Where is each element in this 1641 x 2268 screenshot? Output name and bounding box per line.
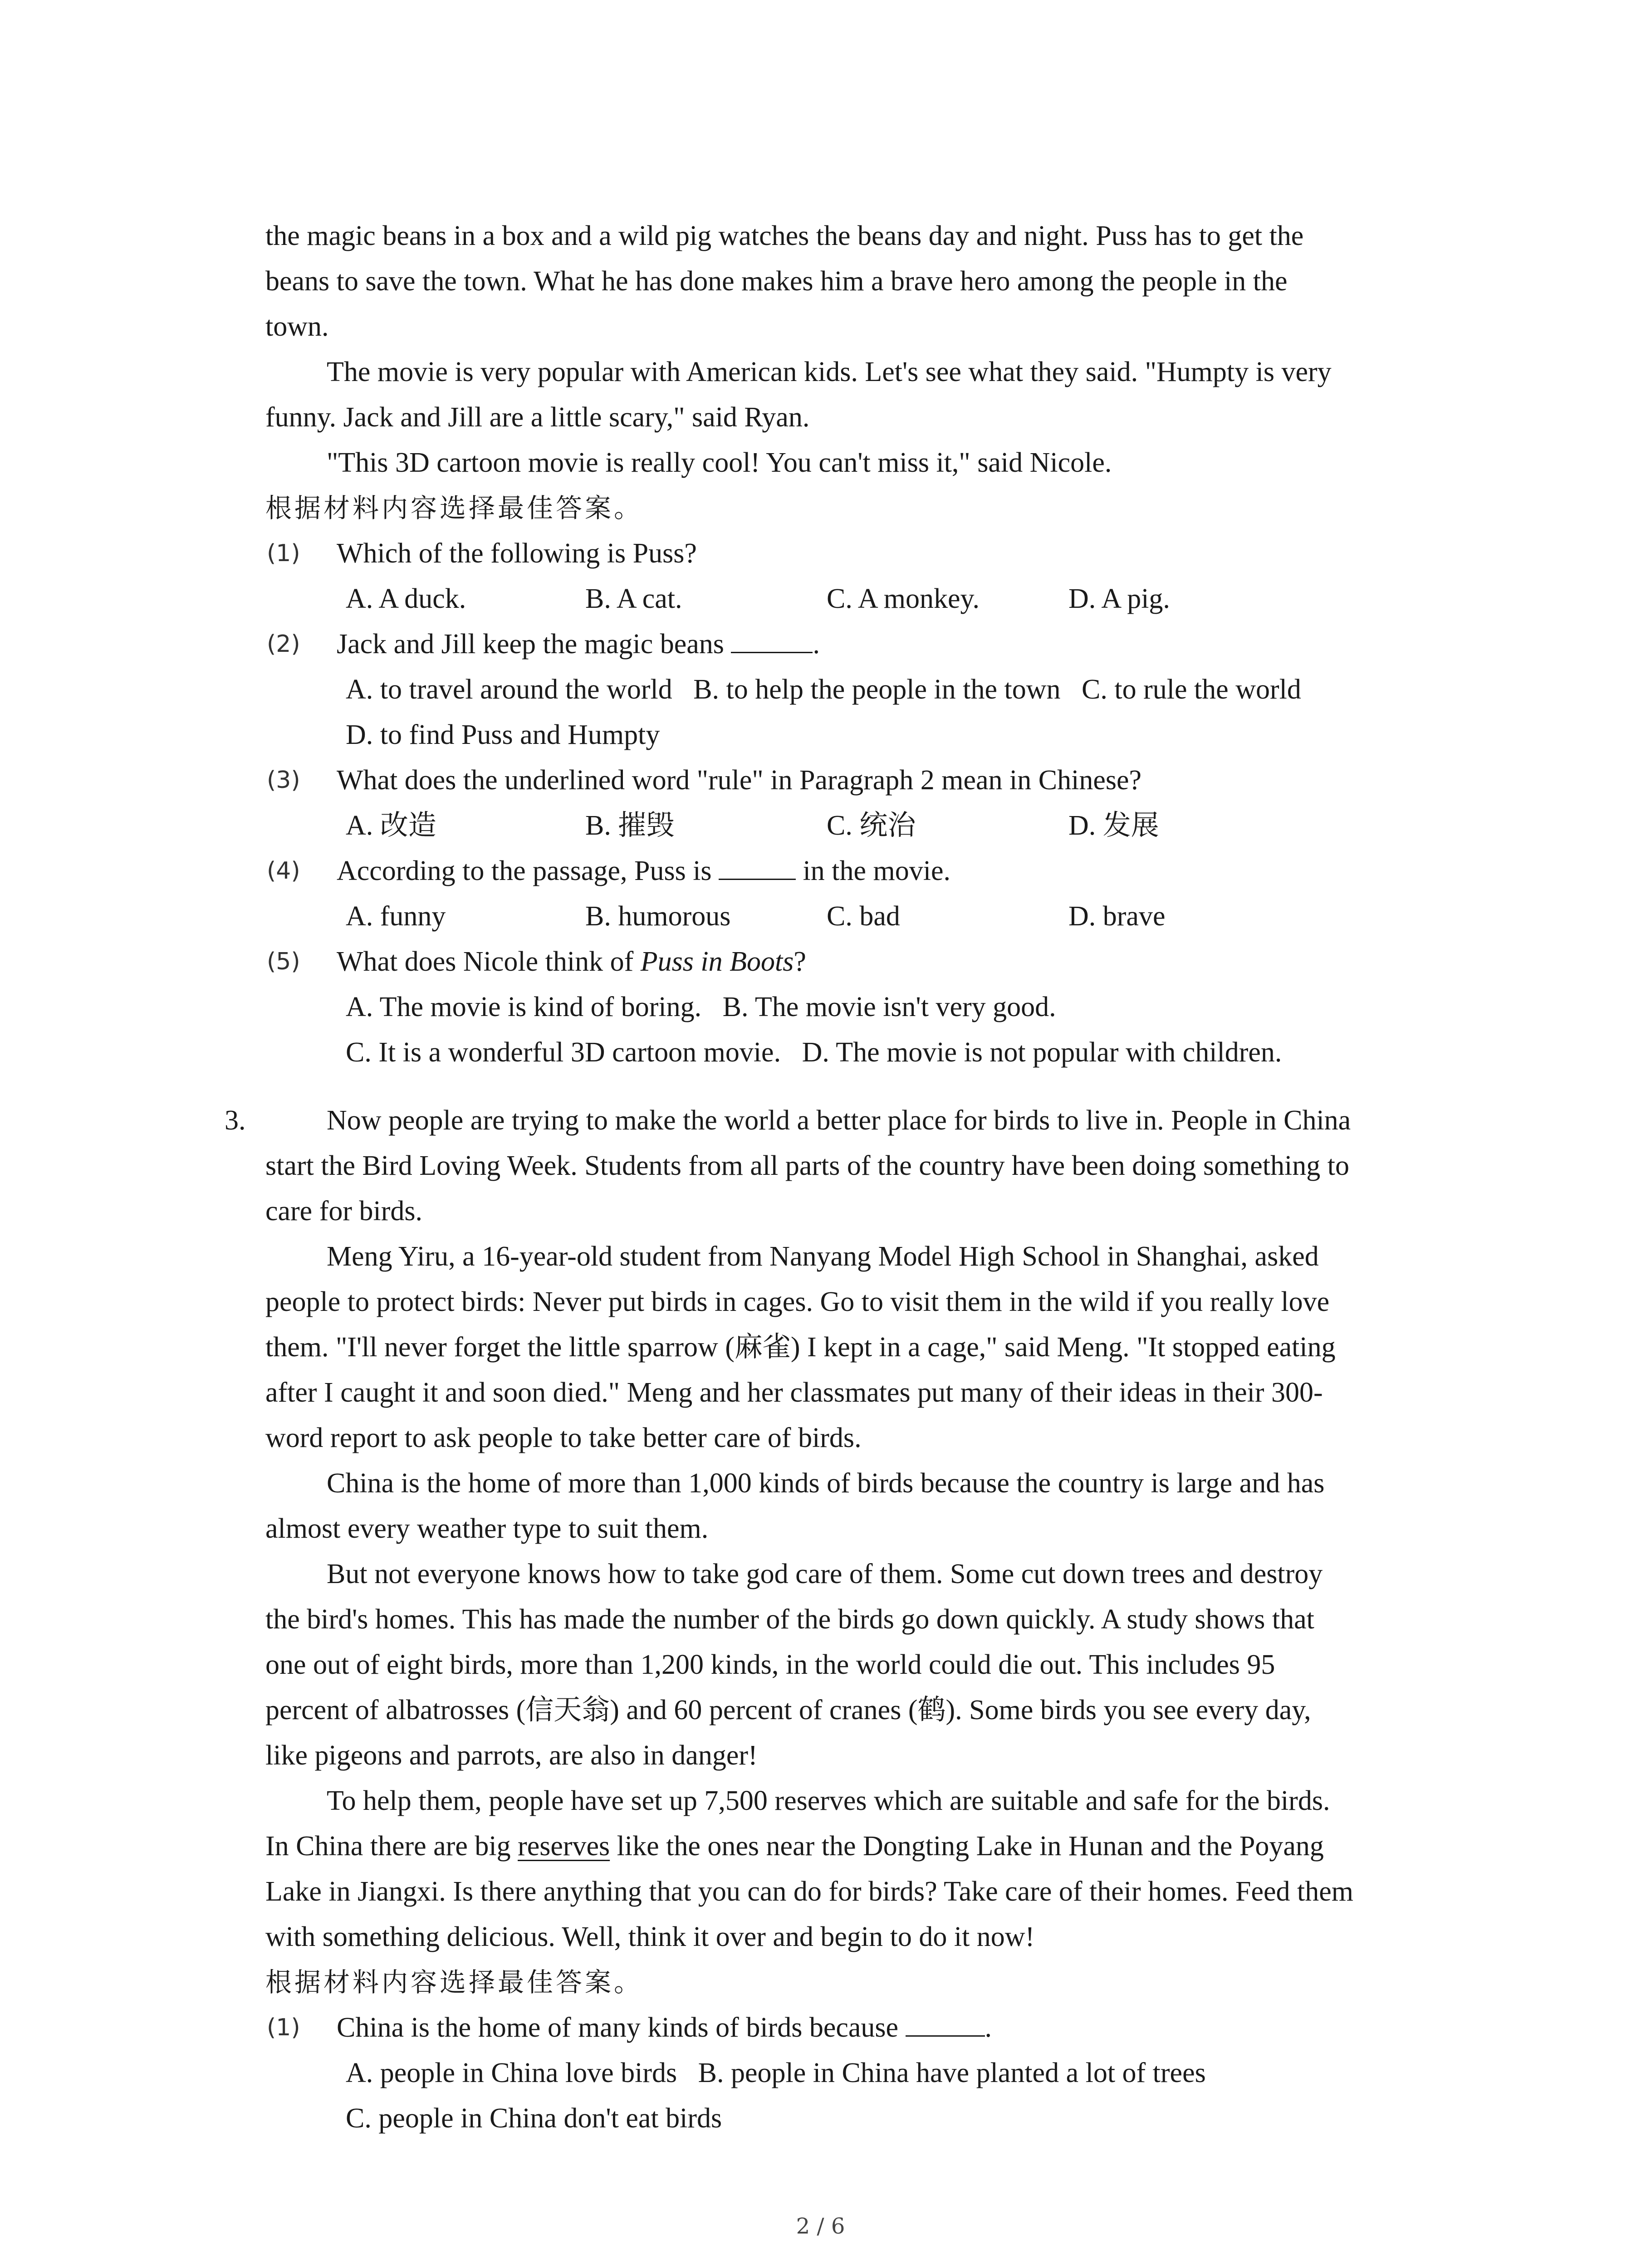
question-number: (4) bbox=[267, 857, 300, 885]
passage-line: In China there are big reserves like the ones near the Dongting Lake in Hunan and the Poyang bbox=[265, 1831, 1324, 1862]
question-number: (1) bbox=[267, 2014, 300, 2041]
options-line: D. to find Puss and Humpty bbox=[346, 719, 660, 750]
answer-blank bbox=[906, 2007, 985, 2037]
instruction: 根据材料内容选择最佳答案。 bbox=[265, 493, 643, 523]
passage-line: China is the home of more than 1,000 kinds of birds because the country is large and has bbox=[327, 1468, 1325, 1499]
passage-line: beans to save the town. What he has done makes him a brave hero among the people in the bbox=[265, 266, 1288, 297]
passage-line: like pigeons and parrots, are also in danger! bbox=[265, 1740, 758, 1771]
passage-line: "This 3D cartoon movie is really cool! You can't miss it," said Nicole. bbox=[327, 447, 1112, 478]
option-c: C. A monkey. bbox=[827, 583, 980, 614]
question-number: (1) bbox=[267, 540, 300, 567]
question-text: China is the home of many kinds of birds because . bbox=[337, 2005, 992, 2050]
option-a: A. A duck. bbox=[346, 583, 466, 614]
option-b: B. A cat. bbox=[585, 583, 682, 614]
option-d: D. 发展 bbox=[1068, 810, 1159, 841]
underlined-word: reserves bbox=[518, 1831, 610, 1862]
passage-line: care for birds. bbox=[265, 1196, 422, 1227]
passage-line: But not everyone knows how to take god care of them. Some cut down trees and destroy bbox=[327, 1559, 1323, 1589]
passage-line: word report to ask people to take better care of birds. bbox=[265, 1422, 862, 1453]
answer-blank bbox=[731, 624, 813, 653]
passage-line: To help them, people have set up 7,500 reserves which are suitable and safe for the birds. bbox=[327, 1785, 1330, 1816]
option-b: B. 摧毁 bbox=[585, 810, 675, 841]
answer-blank bbox=[719, 850, 796, 880]
option-d: D. A pig. bbox=[1068, 583, 1170, 614]
instruction: 根据材料内容选择最佳答案。 bbox=[265, 1967, 643, 1998]
option-c: C. 统治 bbox=[827, 810, 916, 841]
question-number: (2) bbox=[267, 631, 300, 658]
passage-line: with something delicious. Well, think it over and begin to do it now! bbox=[265, 1921, 1035, 1952]
passage-line: Meng Yiru, a 16-year-old student from Nanyang Model High School in Shanghai, asked bbox=[327, 1241, 1319, 1272]
option-c: C. bad bbox=[827, 901, 900, 932]
options-line: C. people in China don't eat birds bbox=[346, 2103, 722, 2134]
passage-line: one out of eight birds, more than 1,200 kinds, in the world could die out. This includes 95 bbox=[265, 1649, 1275, 1680]
option-a: A. 改造 bbox=[346, 810, 436, 841]
option-d: D. brave bbox=[1068, 901, 1166, 932]
options-line: A. The movie is kind of boring. B. The movie isn't very good. bbox=[346, 992, 1056, 1022]
page-number: 2 / 6 bbox=[796, 2214, 845, 2239]
passage-line: The movie is very popular with American kids. Let's see what they said. "Humpty is very bbox=[327, 357, 1332, 387]
question-number: (5) bbox=[267, 948, 300, 975]
passage-line: start the Bird Loving Week. Students from all parts of the country have been doing something to bbox=[265, 1150, 1349, 1181]
passage-line: them. "I'll never forget the little sparrow (麻雀) I kept in a cage," said Meng. "It stopped eating bbox=[265, 1332, 1336, 1363]
question-text: According to the passage, Puss is in the movie. bbox=[337, 848, 950, 894]
passage-line: after I caught it and soon died." Meng and her classmates put many of their ideas in their 300- bbox=[265, 1377, 1323, 1408]
passage-number: 3. bbox=[225, 1105, 246, 1136]
question-number: (3) bbox=[267, 767, 300, 794]
passage-line: percent of albatrosses (信天翁) and 60 percent of cranes (鹤). Some birds you see every day, bbox=[265, 1695, 1311, 1725]
passage-line: funny. Jack and Jill are a little scary," said Ryan. bbox=[265, 402, 810, 433]
question-text: What does Nicole think of Puss in Boots? bbox=[337, 946, 806, 977]
options-line: C. It is a wonderful 3D cartoon movie. D. The movie is not popular with children. bbox=[346, 1037, 1282, 1068]
options-line: A. to travel around the world B. to help the people in the town C. to rule the world bbox=[346, 674, 1301, 705]
movie-title: Puss in Boots bbox=[640, 946, 794, 977]
passage-line: the bird's homes. This has made the number of the birds go down quickly. A study shows that bbox=[265, 1604, 1314, 1635]
question-text: Jack and Jill keep the magic beans . bbox=[337, 621, 820, 667]
passage-line: Now people are trying to make the world a better place for birds to live in. People in China bbox=[327, 1105, 1351, 1136]
passage-line: Lake in Jiangxi. Is there anything that you can do for birds? Take care of their homes. Feed them bbox=[265, 1876, 1353, 1907]
passage-line: almost every weather type to suit them. bbox=[265, 1513, 709, 1544]
question-text: What does the underlined word "rule" in Paragraph 2 mean in Chinese? bbox=[337, 765, 1142, 796]
options-line: A. people in China love birds B. people in China have planted a lot of trees bbox=[346, 2058, 1206, 2088]
passage-line: the magic beans in a box and a wild pig watches the beans day and night. Puss has to get the bbox=[265, 220, 1304, 251]
passage-line: people to protect birds: Never put birds in cages. Go to visit them in the wild if you really love bbox=[265, 1286, 1330, 1317]
question-text: Which of the following is Puss? bbox=[337, 538, 697, 569]
passage-line: town. bbox=[265, 311, 329, 342]
option-b: B. humorous bbox=[585, 901, 731, 932]
option-a: A. funny bbox=[346, 901, 446, 932]
